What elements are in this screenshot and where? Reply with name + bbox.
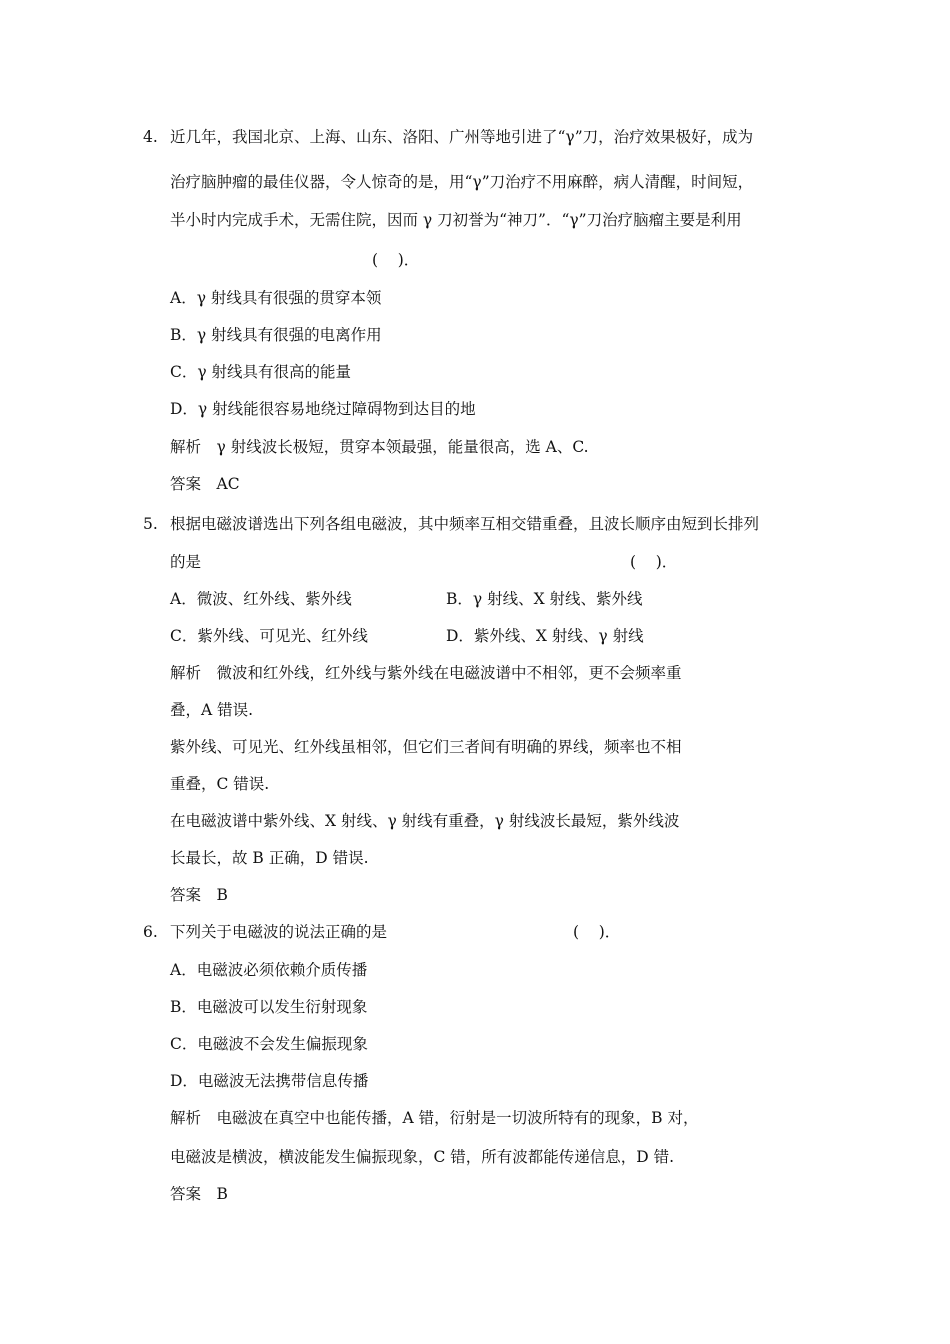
- analysis-line: 叠，A 错误.: [170, 701, 254, 719]
- analysis-line: 紫外线、可见光、红外线虽相邻，但它们三者间有明确的界线，频率也不相: [170, 738, 682, 756]
- option-a: A．γ 射线具有很强的贯穿本领: [170, 289, 382, 307]
- option-b: B．γ 射线、X 射线、紫外线: [446, 590, 643, 608]
- analysis-line: 解析 γ 射线波长极短，贯穿本领最强，能量很高，选 A、C.: [170, 438, 589, 456]
- option-a: A．电磁波必须依赖介质传播: [170, 961, 368, 979]
- answer-line: 答案 B: [170, 886, 228, 904]
- question-stem-line: 半小时内完成手术，无需住院，因而 γ 刀初誉为“神刀”．“γ”刀治疗脑瘤主要是利用: [170, 211, 742, 229]
- question-stem-line: 的是: [170, 553, 202, 571]
- answer-blank: ( )．: [372, 251, 420, 269]
- option-d: D．γ 射线能很容易地绕过障碍物到达目的地: [170, 400, 476, 418]
- analysis-line: 重叠，C 错误.: [170, 775, 270, 793]
- question-number: 4.: [143, 128, 158, 146]
- answer-line: 答案 AC: [170, 475, 240, 493]
- analysis-line: 电磁波是横波，横波能发生偏振现象，C 错，所有波都能传递信息，D 错.: [170, 1148, 675, 1166]
- option-b: B．电磁波可以发生衍射现象: [170, 998, 368, 1016]
- answer-blank: ( )．: [573, 923, 621, 941]
- answer-blank: ( )．: [630, 553, 678, 571]
- option-d: D．紫外线、X 射线、γ 射线: [446, 627, 644, 645]
- answer-line: 答案 B: [170, 1185, 228, 1203]
- question-stem-line: 下列关于电磁波的说法正确的是: [170, 923, 388, 941]
- option-c: C．γ 射线具有很高的能量: [170, 363, 352, 381]
- analysis-line: 在电磁波谱中紫外线、X 射线、γ 射线有重叠，γ 射线波长最短，紫外线波: [170, 812, 680, 830]
- option-b: B．γ 射线具有很强的电离作用: [170, 326, 382, 344]
- question-number: 6.: [143, 923, 158, 941]
- question-stem-line: 治疗脑肿瘤的最佳仪器，令人惊奇的是，用“γ”刀治疗不用麻醉，病人清醒，时间短，: [170, 173, 754, 191]
- analysis-line: 解析 微波和红外线，红外线与紫外线在电磁波谱中不相邻，更不会频率重: [170, 664, 682, 682]
- option-c: C．紫外线、可见光、红外线: [170, 627, 368, 645]
- question-number: 5.: [143, 515, 158, 533]
- question-stem-line: 根据电磁波谱选出下列各组电磁波，其中频率互相交错重叠，且波长顺序由短到长排列: [170, 515, 760, 533]
- option-c: C．电磁波不会发生偏振现象: [170, 1035, 368, 1053]
- option-a: A．微波、红外线、紫外线: [170, 590, 352, 608]
- analysis-line: 解析 电磁波在真空中也能传播，A 错，衍射是一切波所特有的现象，B 对，: [170, 1109, 699, 1127]
- analysis-line: 长最长，故 B 正确，D 错误.: [170, 849, 369, 867]
- option-d: D．电磁波无法携带信息传播: [170, 1072, 369, 1090]
- question-stem-line: 近几年，我国北京、上海、山东、洛阳、广州等地引进了“γ”刀，治疗效果极好，成为: [170, 128, 754, 146]
